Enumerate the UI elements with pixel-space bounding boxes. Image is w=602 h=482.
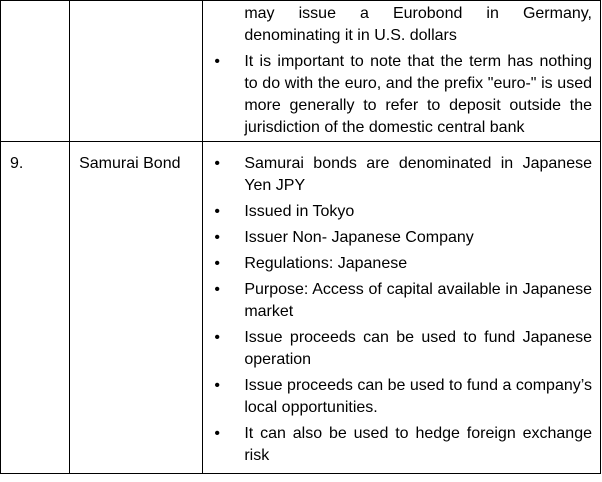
row-number: 9. [10, 155, 24, 172]
bond-name-cell [70, 142, 203, 474]
bullet-item: • Purpose: Access of capital available in Japanese market [203, 279, 600, 323]
bond-name: Samurai Bond [79, 155, 181, 172]
bond-name [70, 1, 202, 12]
row-number [1, 1, 69, 12]
table-row [1, 1, 601, 142]
bullet-item: • It is important to note that the term has nothing to do with the euro, and the prefix "euro-" is used more generally to refer to deposit outside the jurisdiction of the domestic central bank [203, 51, 600, 139]
description-cell [203, 1, 601, 142]
bullet-item: • It can also be used to hedge foreign exchange risk [203, 423, 600, 467]
bullet-item: may issue a Eurobond in Germany, denominating it in U.S. dollars [244, 5, 592, 44]
bullet-item: • Issue proceeds can be used to fund a company’s local opportunities. [203, 375, 600, 419]
bullet-list [203, 153, 600, 467]
bullet-item: • Issuer Non- Japanese Company [203, 227, 600, 249]
bullet-item: • Issue proceeds can be used to fund Japanese operation [203, 327, 600, 371]
bullet-list [203, 3, 600, 139]
table-row [1, 142, 601, 474]
bullet-item: • Issued in Tokyo [203, 201, 600, 223]
bond-name-cell [70, 1, 203, 142]
description-cell [203, 142, 601, 474]
bullet-item: • Samurai bonds are denominated in Japanese Yen JPY [203, 153, 600, 197]
row-number-cell [1, 1, 70, 142]
bullet-item: • Regulations: Japanese [203, 253, 600, 275]
row-number-cell [1, 142, 70, 474]
